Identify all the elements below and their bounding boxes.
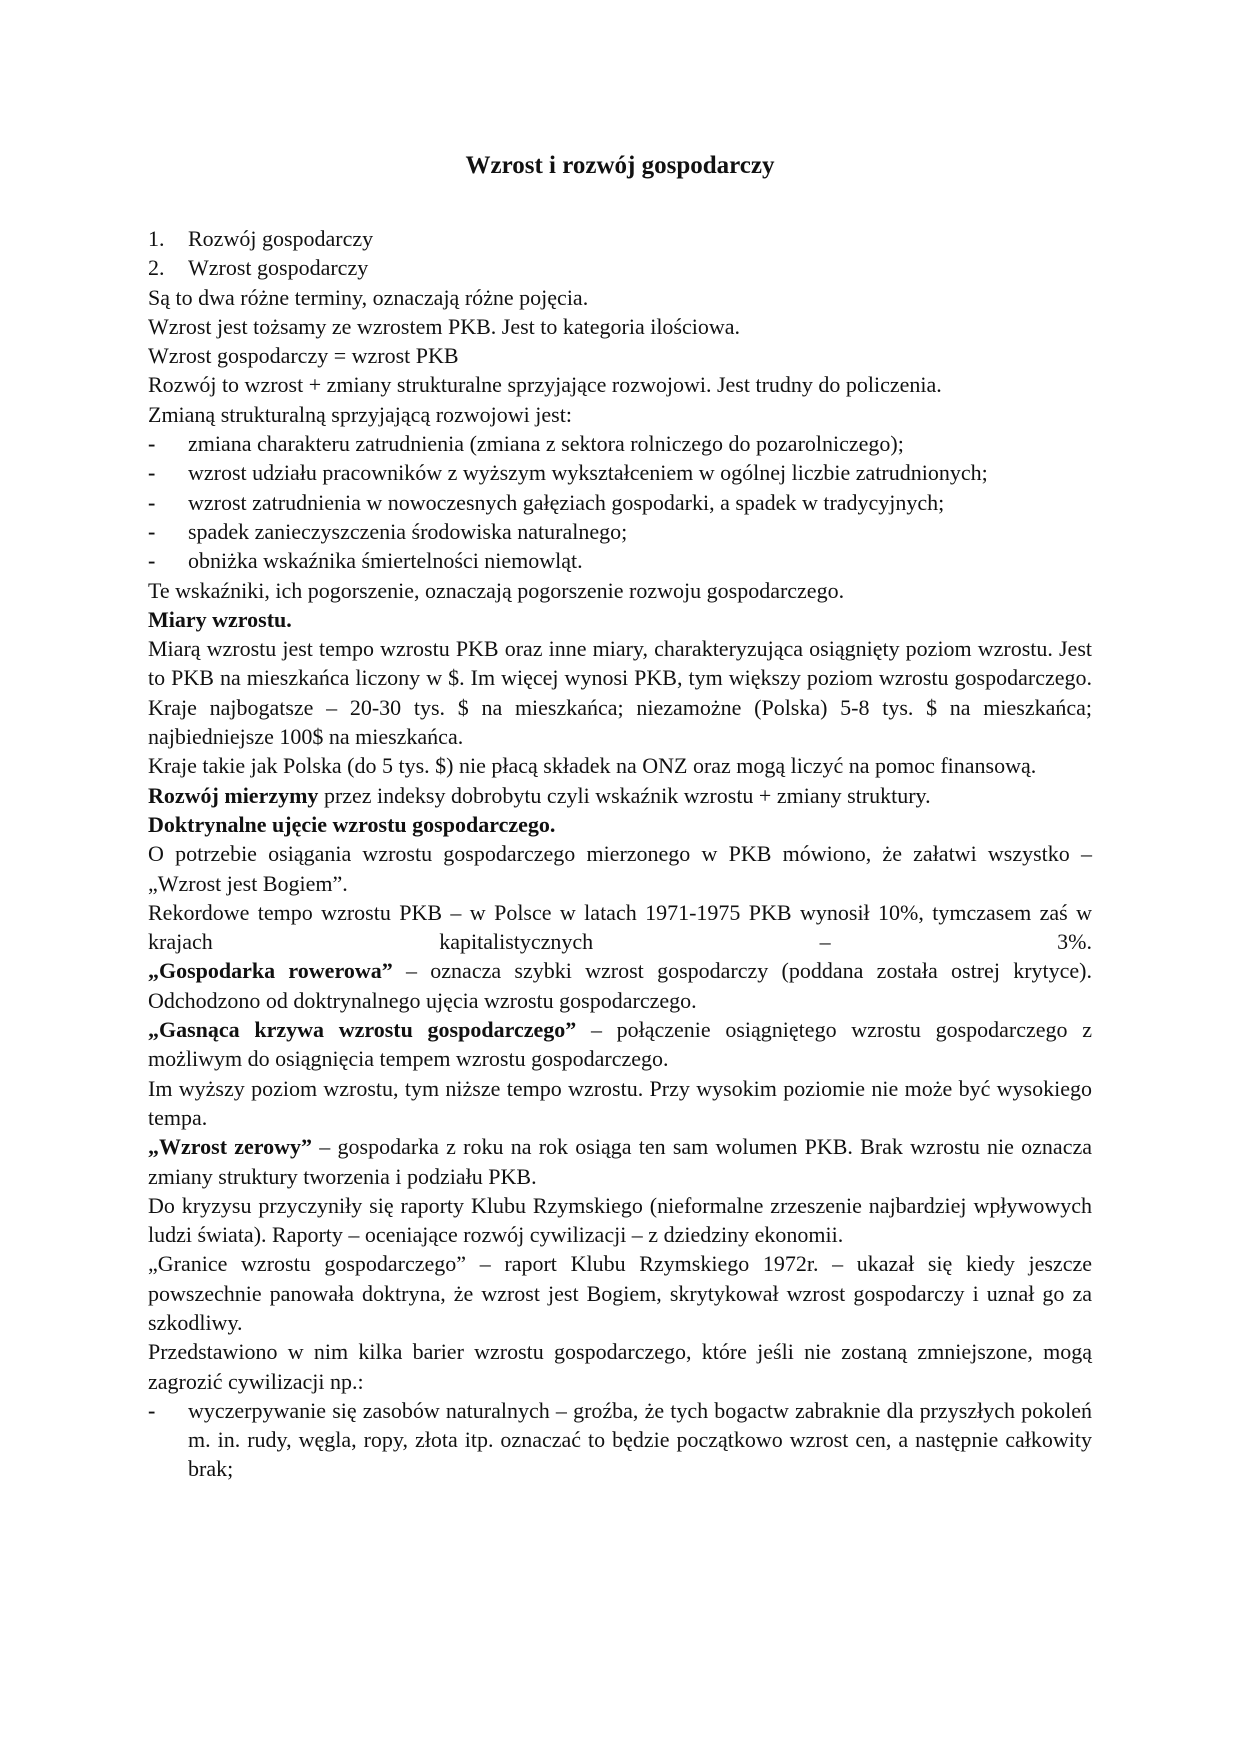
paragraph	[148, 1132, 1092, 1191]
paragraph: Zmianą strukturalną sprzyjającą rozwojowi jest:	[148, 401, 572, 427]
bullet-text: zmiana charakteru zatrudnienia (zmiana z sektora rolniczego do pozarolniczego);	[188, 431, 904, 457]
bullet-item	[148, 517, 1092, 546]
bold-term: Rozwój mierzymy	[148, 782, 319, 808]
item-number: 1.	[148, 226, 165, 251]
bold-term: „Gospodarka rowerowa”	[148, 958, 393, 984]
bullet-text: obniżka wskaźnika śmiertelności niemowląt.	[188, 548, 583, 574]
bullet-marker: -	[148, 1397, 156, 1423]
paragraph: Rozwój to wzrost + zmiany strukturalne sprzyjające rozwojowi. Jest trudny do policzenia.	[148, 372, 942, 398]
paragraph-text: – gospodarka z roku na rok osiąga ten sam wolumen PKB. Brak wzrostu nie oznacza zmiany struktury tworzenia i podziału PKB.	[148, 1134, 1092, 1189]
paragraph: Do kryzysu przyczyniły się raporty Klubu Rzymskiego (nieformalne zrzeszenie najbardziej wpływowych ludzi świata). Raporty – oceniające rozwój cywilizacji – z dziedziny ekonomii.	[148, 1192, 1092, 1248]
item-text: Rozwój gospodarczy	[188, 226, 374, 251]
bullet-marker: -	[148, 431, 156, 457]
section-heading	[148, 810, 1092, 839]
bullet-marker: -	[148, 489, 156, 515]
bullet-marker: -	[148, 548, 156, 574]
paragraph: Przedstawiono w nim kilka barier wzrostu gospodarczego, które jeśli nie zostaną zmniejszone, mogą zagrozić cywilizacji np.:	[148, 1339, 1092, 1394]
paragraph-text: – połączenie osiągniętego wzrostu gospodarczego z możliwym do osiągnięcia tempem wzrostu gospodarczego.	[148, 1017, 1092, 1072]
paragraph: „Granice wzrostu gospodarczego” – raport Klubu Rzymskiego 1972r. – ukazał się kiedy jeszcze powszechnie panowała doktryna, że wzrost jest Bogiem, skrytykował wzrost gospodarczy i uznał go za szkodliwy.	[148, 1251, 1092, 1335]
paragraph	[148, 956, 1092, 1015]
bullet-item	[148, 488, 1092, 517]
bullet-item	[148, 429, 1092, 458]
paragraph: Wzrost jest tożsamy ze wzrostem PKB. Jest to kategoria ilościowa.	[148, 313, 741, 339]
numbered-item	[148, 253, 1092, 282]
paragraph	[148, 1015, 1092, 1074]
paragraph-text: przez indeksy dobrobytu czyli wskaźnik wzrostu + zmiany struktury.	[318, 782, 931, 808]
bold-term: „Wzrost zerowy”	[148, 1134, 313, 1160]
paragraph: Są to dwa różne terminy, oznaczają różne pojęcia.	[148, 284, 589, 310]
paragraph: Wzrost gospodarczy = wzrost PKB	[148, 343, 459, 369]
paragraph: O potrzebie osiągania wzrostu gospodarczego mierzonego w PKB mówiono, że załatwi wszystko – „Wzrost jest Bogiem”.	[148, 841, 1092, 896]
paragraph	[148, 781, 1092, 810]
bold-term: „Gasnąca krzywa wzrostu gospodarczego”	[148, 1017, 577, 1043]
paragraph: Im wyższy poziom wzrostu, tym niższe tempo wzrostu. Przy wysokim poziomie nie może być wysokiego tempa.	[148, 1075, 1092, 1130]
bullet-text: wyczerpywanie się zasobów naturalnych – groźba, że tych bogactw zabraknie dla przyszłych pokoleń m. in. rudy, węgla, ropy, złota itp. oznaczać to będzie początkowo wzrost cen, a następnie całkowity brak;	[188, 1397, 1092, 1482]
item-text: Wzrost gospodarczy	[188, 255, 369, 281]
document-body	[148, 150, 1092, 1484]
heading-text: Doktrynalne ujęcie wzrostu gospodarczego.	[148, 811, 556, 837]
numbered-item	[148, 224, 1092, 253]
bullet-item	[148, 458, 1092, 487]
section-heading	[148, 605, 1092, 634]
bullet-text: wzrost udziału pracowników z wyższym wykształceniem w ogólnej liczbie zatrudnionych;	[188, 460, 988, 486]
bullet-marker: -	[148, 518, 156, 544]
paragraph: Te wskaźniki, ich pogorszenie, oznaczają pogorszenie rozwoju gospodarczego.	[148, 577, 845, 603]
paragraph: Miarą wzrostu jest tempo wzrostu PKB oraz inne miary, charakteryzująca osiągnięty poziom wzrostu. Jest to PKB na mieszkańca liczony w $. Im więcej wynosi PKB, tym większy poziom wzrostu gospodarczego. Kraje najbogatsze – 20-30 tys. $ na mieszkańca; niezamożne (Polska) 5-8 tys. $ na mieszkańca; najbiedniejsze 100$ na mieszkańca.	[148, 636, 1092, 750]
bullet-item	[148, 1396, 1092, 1484]
paragraph: Rekordowe tempo wzrostu PKB – w Polsce w latach 1971-1975 PKB wynosił 10%, tymczasem zaś w krajach kapitalistycznych – 3%.	[148, 899, 1092, 955]
paragraph-text: – oznacza szybki wzrost gospodarczy (poddana została ostrej krytyce). Odchodzono od doktrynalnego ujęcia wzrostu gospodarczego.	[148, 958, 1093, 1013]
bullet-text: wzrost zatrudnienia w nowoczesnych gałęziach gospodarki, a spadek w tradycyjnych;	[188, 489, 945, 515]
paragraph: Kraje takie jak Polska (do 5 tys. $) nie płacą składek na ONZ oraz mogą liczyć na pomoc finansową.	[148, 753, 1037, 779]
bullet-text: spadek zanieczyszczenia środowiska naturalnego;	[188, 518, 628, 544]
bullet-marker: -	[148, 460, 156, 486]
item-number: 2.	[148, 255, 165, 281]
page-title: Wzrost i rozwój gospodarczy	[465, 152, 775, 179]
bullet-item	[148, 546, 1092, 575]
heading-text: Miary wzrostu.	[148, 606, 292, 632]
